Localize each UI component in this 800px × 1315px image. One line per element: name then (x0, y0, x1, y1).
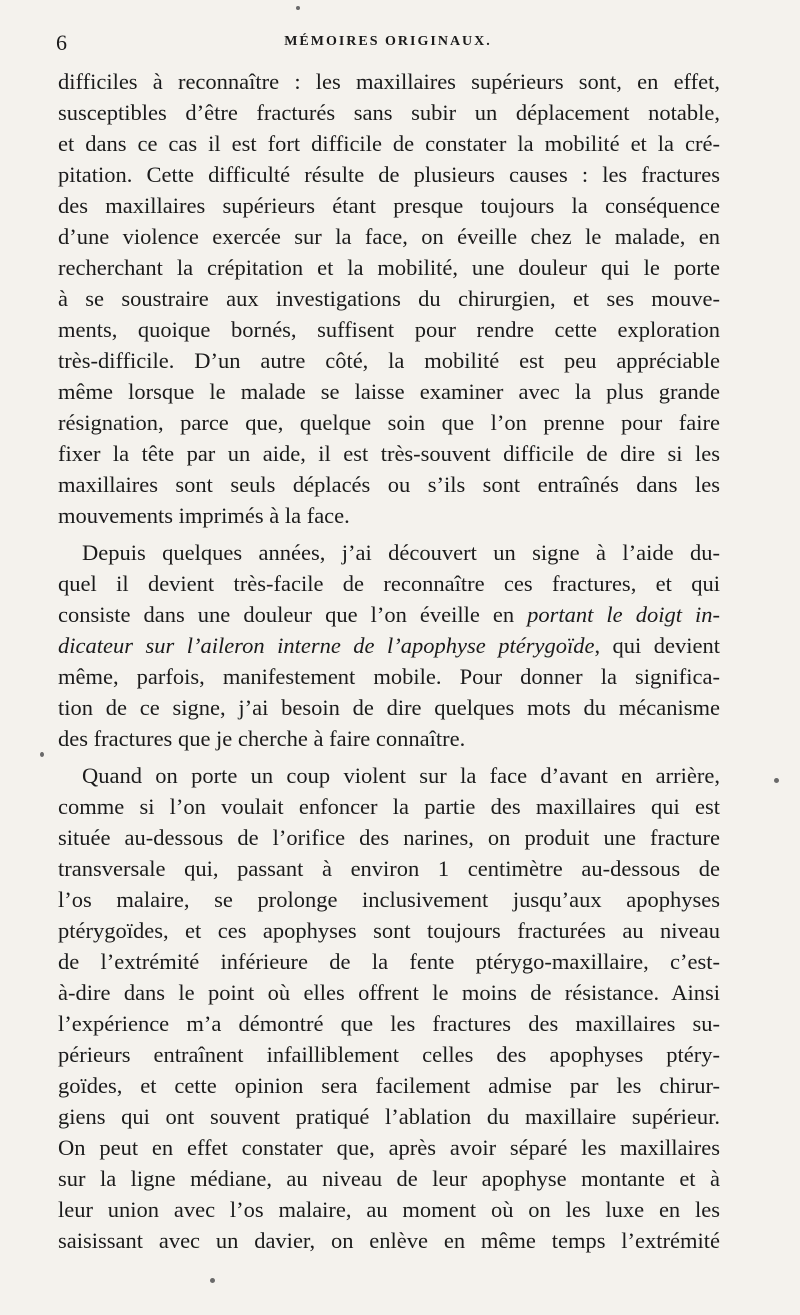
text-line: ments, quoique bornés, suffisent pour rendre cette exploration (58, 317, 720, 342)
text-line: goïdes, et cette opinion sera facilement admise par les chirur- (58, 1073, 720, 1098)
text-segment: consiste dans une douleur que l’on éveille en (58, 602, 528, 627)
text-line: des maxillaires supérieurs étant presque toujours la conséquence (58, 193, 720, 218)
text-line: comme si l’on voulait enfoncer la partie des maxillaires qui est (58, 794, 720, 819)
text-line: mouvements imprimés à la face. (58, 503, 350, 528)
running-head: MÉMOIRES ORIGINAUX. (284, 34, 492, 49)
text-line: à-dire dans le point où elles offrent le moins de résistance. Ainsi (58, 980, 720, 1005)
text-line: giens qui ont souvent pratiqué l’ablation du maxillaire supérieur. (58, 1104, 720, 1129)
text-line: l’expérience m’a démontré que les fractures des maxillaires su- (58, 1011, 720, 1036)
paragraph-2 (58, 537, 720, 754)
text-line: fixer la tête par un aide, il est très-souvent difficile de dire si les (58, 441, 720, 466)
text-line: même, parfois, manifestement mobile. Pour donner la significa- (58, 664, 720, 689)
ink-speck (774, 778, 779, 783)
text-line: ptérygoïdes, et ces apophyses sont toujours fracturées au niveau (58, 918, 720, 943)
text-line: à se soustraire aux investigations du chirurgien, et ses mouve- (58, 286, 720, 311)
text-line: maxillaires sont seuls déplacés ou s’ils sont entraînés dans les (58, 472, 720, 497)
body-text (58, 66, 720, 1256)
text-line: périeurs entraînent infailliblement celles des apophyses ptéry- (58, 1042, 720, 1067)
ink-speck (296, 6, 300, 10)
text-line (58, 599, 720, 630)
italic-phrase: portant le doigt in- (527, 602, 720, 627)
text-line: de l’extrémité inférieure de la fente ptérygo-maxillaire, c’est- (58, 949, 720, 974)
text-line: située au-dessous de l’orifice des narines, on produit une fracture (58, 825, 720, 850)
ink-speck (210, 1278, 215, 1283)
text-line: susceptibles d’être fracturés sans subir un déplacement notable, (58, 100, 720, 125)
text-line: et dans ce cas il est fort difficile de constater la mobilité et la cré- (58, 131, 720, 156)
text-line: tion de ce signe, j’ai besoin de dire quelques mots du mécanisme (58, 695, 720, 720)
italic-phrase: dicateur sur l’aileron interne de l’apophyse ptérygoïde (58, 633, 595, 658)
text-line: leur union avec l’os malaire, au moment où on les luxe en les (58, 1197, 720, 1222)
paragraph-3 (58, 760, 720, 1256)
text-line: On peut en effet constater que, après avoir séparé les maxillaires (58, 1135, 720, 1160)
text-line: Depuis quelques années, j’ai découvert un signe à l’aide du- (82, 540, 720, 565)
text-line: transversale qui, passant à environ 1 centimètre au-dessous de (58, 856, 720, 881)
text-line: sur la ligne médiane, au niveau de leur apophyse montante et à (58, 1166, 720, 1191)
text-line: des fractures que je cherche à faire connaître. (58, 726, 466, 751)
text-line: l’os malaire, se prolonge inclusivement jusqu’aux apophyses (58, 887, 720, 912)
page-header (56, 30, 720, 60)
text-line: recherchant la crépitation et la mobilité, une douleur qui le porte (58, 255, 720, 280)
text-line: très-difficile. D’un autre côté, la mobilité est peu appréciable (58, 348, 720, 373)
page-number: 6 (56, 30, 67, 55)
text-line: quel il devient très-facile de reconnaître ces fractures, et qui (58, 571, 720, 596)
text-line: difficiles à reconnaître : les maxillaires supérieurs sont, en effet, (58, 69, 720, 94)
text-line: Quand on porte un coup violent sur la face d’avant en arrière, (82, 763, 720, 788)
text-segment: , qui devient (594, 633, 720, 658)
text-line: même lorsque le malade se laisse examiner avec la plus grande (58, 379, 720, 404)
text-line: résignation, parce que, quelque soin que l’on prenne pour faire (58, 410, 720, 435)
text-line: d’une violence exercée sur la face, on éveille chez le malade, en (58, 224, 720, 249)
text-line (58, 630, 720, 661)
text-line: pitation. Cette difficulté résulte de plusieurs causes : les fractures (58, 162, 720, 187)
paragraph-1 (58, 66, 720, 531)
ink-speck (40, 752, 44, 757)
text-line: saisissant avec un davier, on enlève en même temps l’extrémité (58, 1228, 720, 1253)
